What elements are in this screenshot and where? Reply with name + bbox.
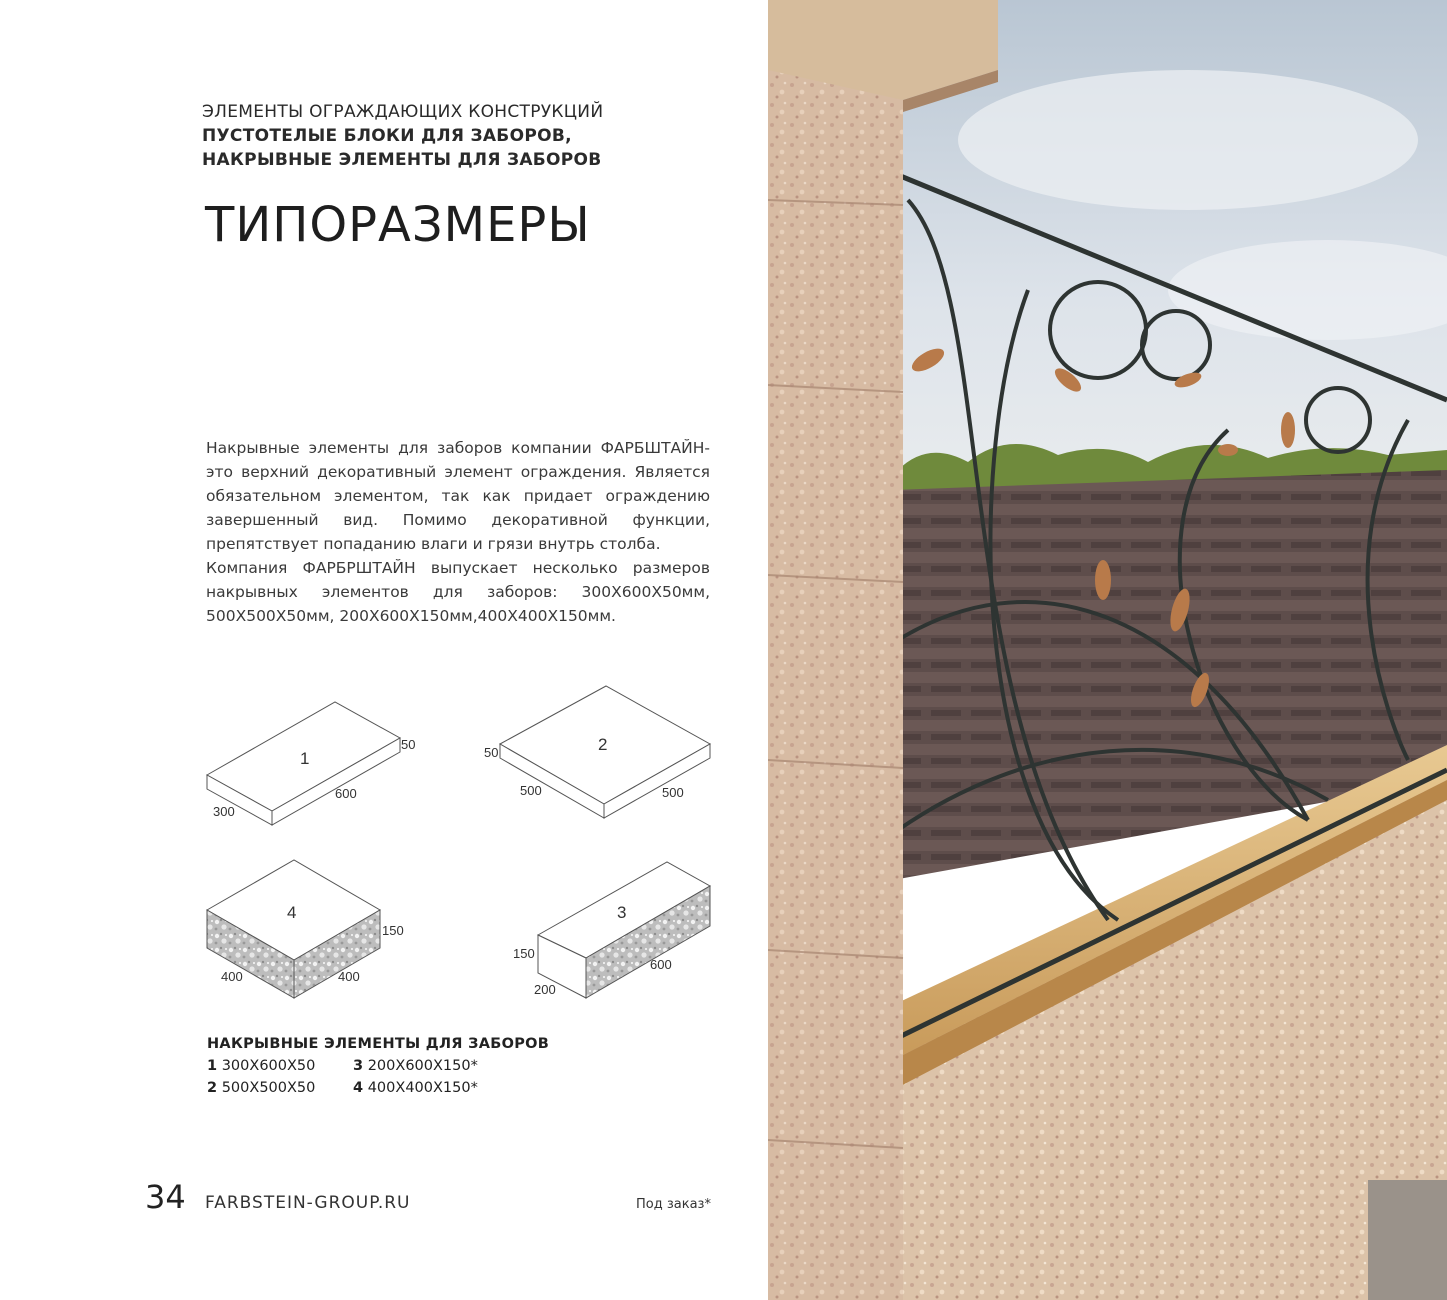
spec-item-number: 4 xyxy=(353,1080,364,1096)
diagram-1-width: 300 xyxy=(213,804,235,819)
diagram-4-length: 400 xyxy=(338,969,360,984)
order-note: Под заказ* xyxy=(636,1197,711,1212)
spec-item-size: 300Х600Х50 xyxy=(221,1058,316,1074)
spec-list xyxy=(207,1033,553,1099)
sizes-diagram xyxy=(200,680,720,1010)
subtitle-line-2: НАКРЫВНЫЕ ЭЛЕМЕНТЫ ДЛЯ ЗАБОРОВ xyxy=(202,150,602,170)
diagram-2-width: 500 xyxy=(520,783,542,798)
spec-item xyxy=(353,1055,553,1077)
spec-item-number: 3 xyxy=(353,1058,364,1074)
fence-photo xyxy=(768,0,1447,1300)
diagram-1-number: 1 xyxy=(300,749,310,768)
spec-item xyxy=(207,1055,353,1077)
description-paragraph-1: Накрывные элементы для заборов компании ФАРБШТАЙН- это верхний декоративный элемент ограждения. Является обязательном элементом, так как придает ограждению завершенный вид. Помимо декоративной функции, препятствует попаданию влаги и грязи внутрь столба. xyxy=(206,439,710,553)
spec-item-number: 2 xyxy=(207,1080,218,1096)
diagram-3-number: 3 xyxy=(617,903,627,922)
fence-photo-illustration xyxy=(768,0,1447,1300)
spec-item-size: 400Х400Х150* xyxy=(367,1080,478,1096)
diagram-2-length: 500 xyxy=(662,785,684,800)
description-paragraph-2: Компания ФАРБРШТАЙН выпускает несколько размеров накрывных элементов для заборов: 300Х600Х50мм, 500Х500Х50мм, 200Х600Х150мм,400Х400Х150мм. xyxy=(206,559,710,625)
sizes-diagram-svg xyxy=(200,680,720,1010)
subtitle-line-1: ПУСТОТЕЛЫЕ БЛОКИ ДЛЯ ЗАБОРОВ, xyxy=(202,126,572,146)
diagram-3-length: 600 xyxy=(650,957,672,972)
diagram-item-3 xyxy=(538,862,710,998)
website-link[interactable]: FARBSTEIN-GROUP.RU xyxy=(205,1193,411,1213)
page-header xyxy=(202,100,603,172)
spec-title: НАКРЫВНЫЕ ЭЛЕМЕНТЫ ДЛЯ ЗАБОРОВ xyxy=(207,1036,550,1052)
diagram-1-length: 600 xyxy=(335,786,357,801)
spec-item xyxy=(353,1077,553,1099)
diagram-3-height: 150 xyxy=(513,946,535,961)
description xyxy=(206,436,710,628)
spec-grid xyxy=(207,1055,553,1099)
spec-item-size: 500Х500Х50 xyxy=(221,1080,316,1096)
diagram-1-height: 50 xyxy=(401,737,416,752)
spec-item-number: 1 xyxy=(207,1058,218,1074)
category-label: ЭЛЕМЕНТЫ ОГРАЖДАЮЩИХ КОНСТРУКЦИЙ xyxy=(202,102,604,122)
page-number: 34 xyxy=(145,1178,186,1216)
page-title: ТИПОРАЗМЕРЫ xyxy=(205,197,591,253)
spec-item xyxy=(207,1077,353,1099)
diagram-2-number: 2 xyxy=(598,735,608,754)
diagram-3-width: 200 xyxy=(534,982,556,997)
diagram-4-width: 400 xyxy=(221,969,243,984)
diagram-4-number: 4 xyxy=(287,903,297,922)
diagram-2-height: 50 xyxy=(484,745,499,760)
spec-item-size: 200Х600Х150* xyxy=(367,1058,478,1074)
diagram-4-height: 150 xyxy=(382,923,404,938)
